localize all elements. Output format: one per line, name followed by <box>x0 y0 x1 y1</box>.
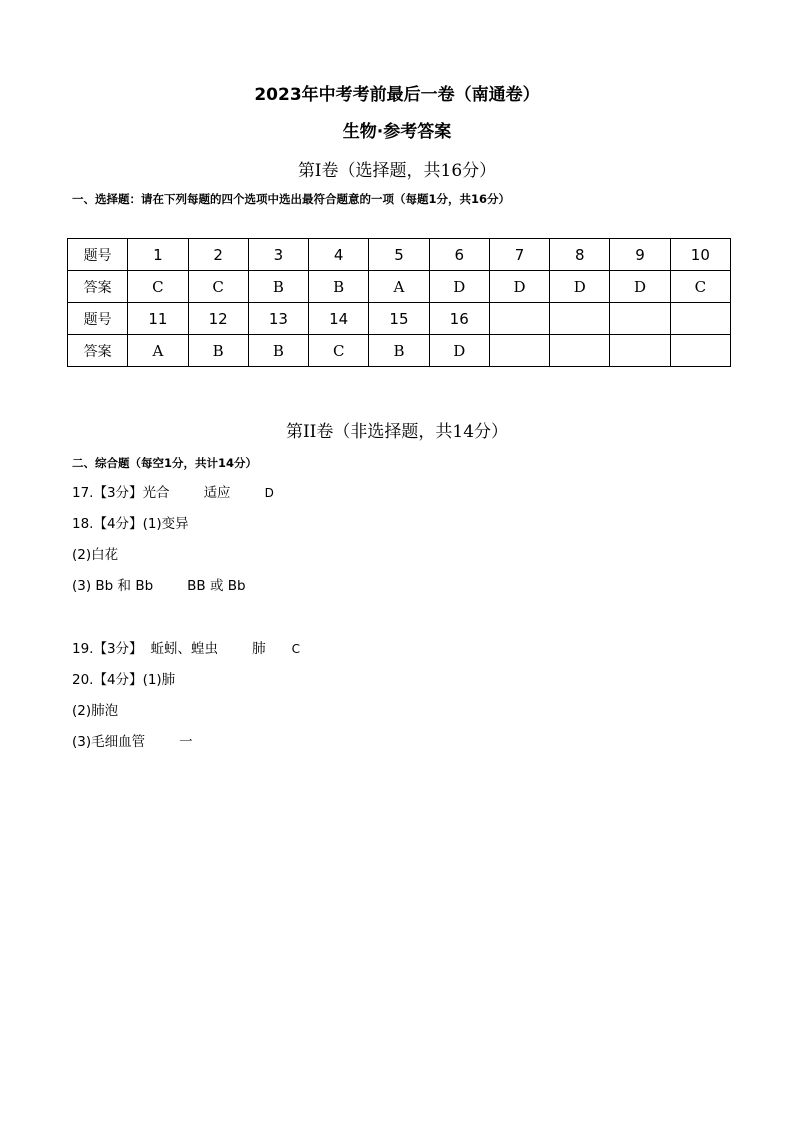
part2-title: 第II卷（非选择题，共14分） <box>285 422 509 442</box>
empty-cell <box>550 335 610 367</box>
answer-line-q18 <box>72 512 189 532</box>
question-number: 14 <box>309 303 369 335</box>
answer-text: 适应 <box>203 485 231 501</box>
question-number: 15 <box>369 303 429 335</box>
question-number: 8 <box>550 239 610 271</box>
answer-text: 一 <box>179 734 193 750</box>
answer-value: B <box>188 335 248 367</box>
answer-value: D <box>489 271 549 303</box>
question-label: 17.【3分】 <box>72 485 143 501</box>
question-number: 16 <box>429 303 489 335</box>
empty-cell <box>610 335 670 367</box>
question-number: 2 <box>188 239 248 271</box>
empty-cell <box>550 303 610 335</box>
row-label-answer: 答案 <box>68 335 128 367</box>
table-row <box>68 335 731 367</box>
answer-value: C <box>309 335 369 367</box>
answer-text: 蚯蚓、蝗虫 <box>150 641 219 657</box>
answer-text: D <box>264 486 274 500</box>
answer-value: B <box>369 335 429 367</box>
table-row <box>68 271 731 303</box>
question-number: 5 <box>369 239 429 271</box>
question-number: 9 <box>610 239 670 271</box>
question-number: 12 <box>188 303 248 335</box>
question-number: 6 <box>429 239 489 271</box>
answer-value: D <box>610 271 670 303</box>
answer-text: (1)变异 <box>142 516 189 532</box>
question-label: 19.【3分】 <box>72 641 143 657</box>
empty-cell <box>670 335 730 367</box>
empty-cell <box>610 303 670 335</box>
answer-text: 光合 <box>142 485 170 501</box>
answer-value: D <box>550 271 610 303</box>
document-title: 2023年中考考前最后一卷（南通卷） <box>254 85 540 105</box>
answer-line-q20-3 <box>72 730 193 750</box>
answer-text: (2)白花 <box>72 547 119 563</box>
section1-heading: 一、选择题：请在下列每题的四个选项中选出最符合题意的一项（每题1分，共16分） <box>72 192 511 206</box>
answer-text: C <box>291 642 300 656</box>
question-number: 7 <box>489 239 549 271</box>
answer-value: A <box>369 271 429 303</box>
document-subtitle: 生物·参考答案 <box>342 122 452 142</box>
answer-value: C <box>128 271 188 303</box>
answer-value: D <box>429 335 489 367</box>
answer-table <box>67 238 731 367</box>
question-label: 20.【4分】 <box>72 672 143 688</box>
answer-value: C <box>670 271 730 303</box>
row-label-question: 题号 <box>68 303 128 335</box>
table-row <box>68 303 731 335</box>
question-number: 10 <box>670 239 730 271</box>
empty-cell <box>670 303 730 335</box>
question-number: 3 <box>248 239 308 271</box>
answer-text: 肺 <box>252 641 266 657</box>
answer-value: D <box>429 271 489 303</box>
answer-text: BB 或 Bb <box>187 578 246 594</box>
question-label: 18.【4分】 <box>72 516 143 532</box>
answer-value: C <box>188 271 248 303</box>
answer-text: (3) Bb 和 Bb <box>72 578 154 594</box>
section2-heading: 二、综合题（每空1分，共计14分） <box>72 456 258 470</box>
answer-line-q20-2 <box>72 699 118 719</box>
answer-line-q17 <box>72 481 274 501</box>
answer-value: B <box>309 271 369 303</box>
row-label-question: 题号 <box>68 239 128 271</box>
answer-line-q18-3 <box>72 574 246 594</box>
row-label-answer: 答案 <box>68 271 128 303</box>
empty-cell <box>489 303 549 335</box>
answer-line-q19 <box>72 637 300 657</box>
empty-cell <box>489 335 549 367</box>
question-number: 1 <box>128 239 188 271</box>
question-number: 11 <box>128 303 188 335</box>
answer-line-q20 <box>72 668 175 688</box>
answer-text: (1)肺 <box>142 672 176 688</box>
answer-line-q18-2 <box>72 543 118 563</box>
answer-text: (3)毛细血管 <box>72 734 146 750</box>
part1-title: 第Ⅰ卷（选择题，共16分） <box>297 161 497 181</box>
table-row <box>68 239 731 271</box>
answer-text: (2)肺泡 <box>72 703 119 719</box>
question-number: 13 <box>248 303 308 335</box>
answer-value: B <box>248 335 308 367</box>
question-number: 4 <box>309 239 369 271</box>
answer-value: A <box>128 335 188 367</box>
answer-value: B <box>248 271 308 303</box>
